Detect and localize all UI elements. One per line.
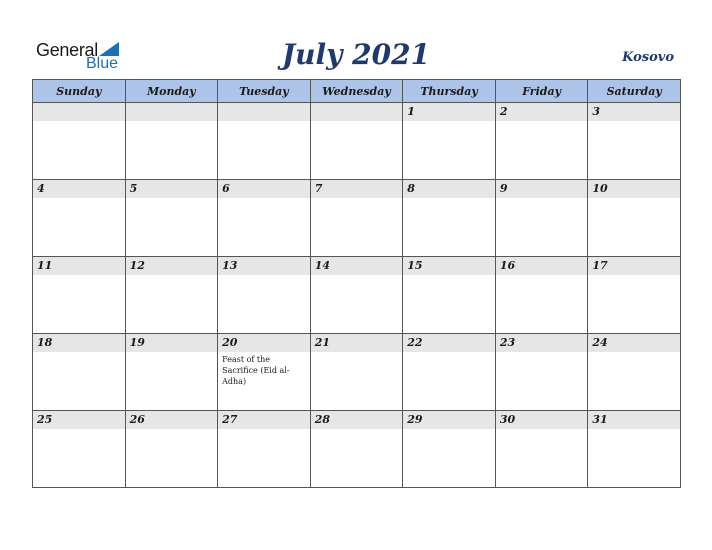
- week-row: [33, 411, 681, 488]
- day-cell: [125, 334, 218, 411]
- day-number: 20: [218, 334, 310, 352]
- day-number: 31: [588, 411, 680, 429]
- calendar-body: [33, 103, 681, 488]
- day-cell: [403, 257, 496, 334]
- day-cell: [403, 103, 496, 180]
- day-number: 25: [33, 411, 125, 429]
- day-cell: [495, 257, 588, 334]
- day-cell: [125, 411, 218, 488]
- day-number: 3: [588, 103, 680, 121]
- day-number: 22: [403, 334, 495, 352]
- weekday-header: Tuesday: [218, 80, 311, 103]
- day-number: 16: [496, 257, 588, 275]
- day-cell: [495, 103, 588, 180]
- day-cell: [218, 103, 311, 180]
- weekday-header-row: [33, 80, 681, 103]
- weekday-header: Wednesday: [310, 80, 403, 103]
- day-number: 26: [126, 411, 218, 429]
- day-cell: [125, 103, 218, 180]
- day-cell: [495, 180, 588, 257]
- day-cell: [218, 257, 311, 334]
- day-number: 13: [218, 257, 310, 275]
- day-cell: [33, 103, 126, 180]
- day-number: 7: [311, 180, 403, 198]
- day-number: 14: [311, 257, 403, 275]
- day-number: 24: [588, 334, 680, 352]
- week-row: [33, 334, 681, 411]
- day-number: [33, 103, 125, 121]
- day-cell: [125, 257, 218, 334]
- day-number: 21: [311, 334, 403, 352]
- holiday-event: Feast of the Sacrifice (Eid al-Adha): [222, 355, 290, 386]
- country-label: Kosovo: [622, 50, 674, 65]
- weekday-header: Thursday: [403, 80, 496, 103]
- day-cell: [33, 180, 126, 257]
- calendar-title: July 2021: [281, 38, 431, 71]
- day-cell: [310, 411, 403, 488]
- day-number: 18: [33, 334, 125, 352]
- day-number: [311, 103, 403, 121]
- day-cell: [588, 334, 681, 411]
- day-cell: [403, 334, 496, 411]
- day-number: 9: [496, 180, 588, 198]
- day-cell: [495, 334, 588, 411]
- day-cell: [588, 257, 681, 334]
- day-number: 27: [218, 411, 310, 429]
- day-cell: [33, 334, 126, 411]
- weekday-header: Monday: [125, 80, 218, 103]
- day-cell: [495, 411, 588, 488]
- day-number: 23: [496, 334, 588, 352]
- day-cell: [310, 257, 403, 334]
- day-cell: [218, 180, 311, 257]
- day-number: 11: [33, 257, 125, 275]
- weekday-header: Sunday: [33, 80, 126, 103]
- weekday-header: Saturday: [588, 80, 681, 103]
- day-number: 2: [496, 103, 588, 121]
- day-number: 17: [588, 257, 680, 275]
- day-number: 19: [126, 334, 218, 352]
- day-number: 8: [403, 180, 495, 198]
- day-number: 15: [403, 257, 495, 275]
- day-cell: [218, 411, 311, 488]
- day-cell: [310, 103, 403, 180]
- logo-general-text: General: [36, 40, 98, 60]
- day-number: 5: [126, 180, 218, 198]
- week-row: [33, 257, 681, 334]
- day-number: 6: [218, 180, 310, 198]
- week-row: [33, 180, 681, 257]
- day-number: 30: [496, 411, 588, 429]
- day-number: 28: [311, 411, 403, 429]
- day-number: [126, 103, 218, 121]
- day-number: [218, 103, 310, 121]
- day-number: 12: [126, 257, 218, 275]
- day-cell: [588, 103, 681, 180]
- week-row: [33, 103, 681, 180]
- day-cell: [588, 411, 681, 488]
- day-cell: [218, 334, 311, 411]
- day-cell: [310, 180, 403, 257]
- calendar-grid: [32, 79, 681, 488]
- day-cell: [33, 411, 126, 488]
- day-number: 1: [403, 103, 495, 121]
- day-cell: [588, 180, 681, 257]
- day-number: 4: [33, 180, 125, 198]
- day-cell: [403, 180, 496, 257]
- day-number: 10: [588, 180, 680, 198]
- day-cell: [125, 180, 218, 257]
- day-number: 29: [403, 411, 495, 429]
- day-cell: [403, 411, 496, 488]
- day-cell: [310, 334, 403, 411]
- day-cell: [33, 257, 126, 334]
- weekday-header: Friday: [495, 80, 588, 103]
- logo-blue-text: Blue: [86, 55, 119, 72]
